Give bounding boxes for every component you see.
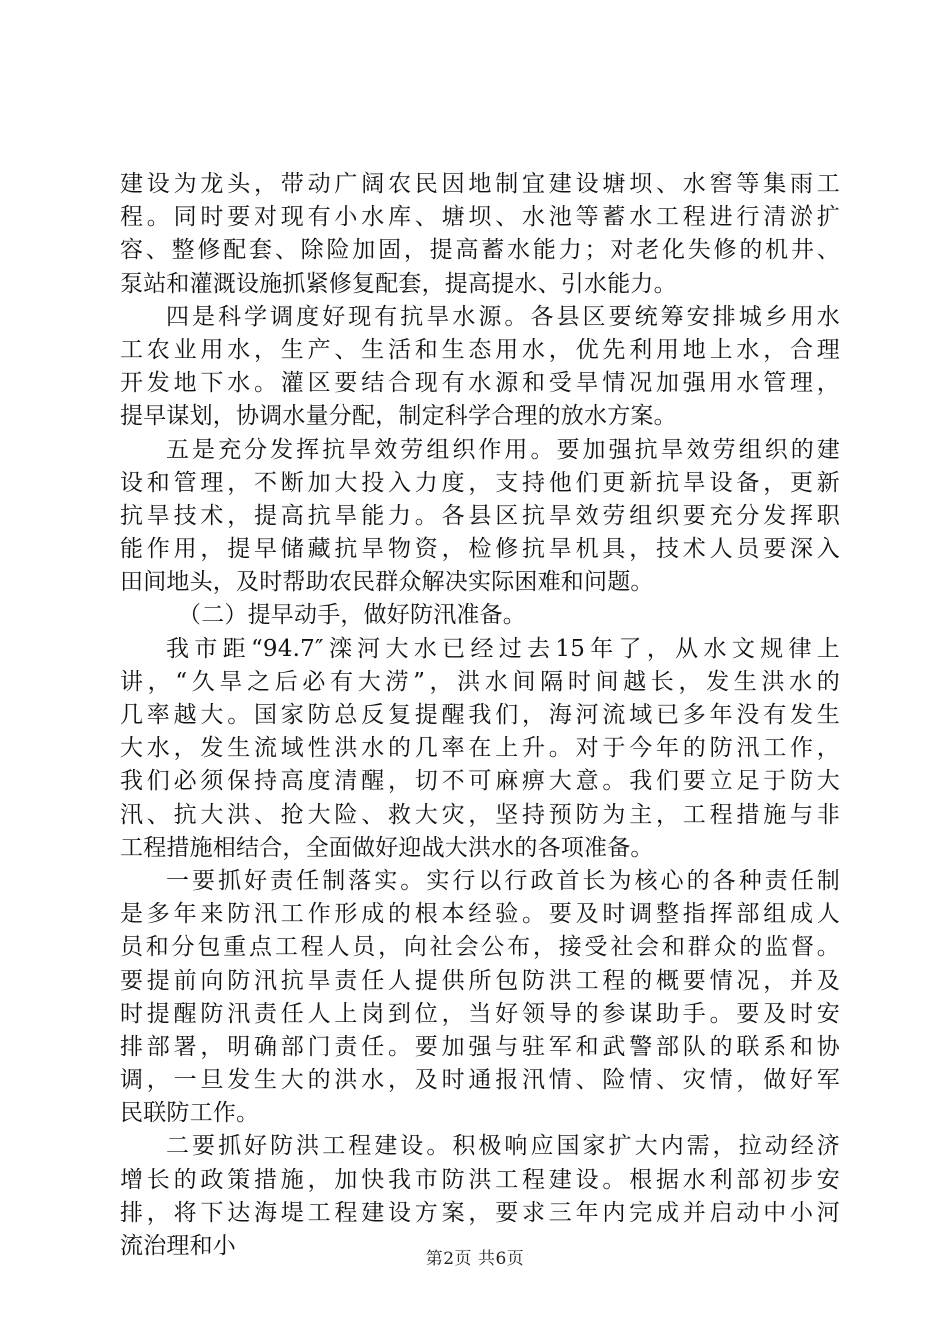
text-line: 讲，“久旱之后必有大涝”，洪水间隔时间越长，发生洪水的: [120, 668, 840, 695]
text-line: 员和分包重点工程人员，向社会公布，接受社会和群众的监督。: [120, 934, 840, 961]
text-line: 排部署，明确部门责任。要加强与驻军和武警部队的联系和协: [120, 1033, 840, 1060]
text-line: 一要抓好责任制落实。实行以行政首长为核心的各种责任制: [166, 867, 840, 894]
text-line: 容、整修配套、除险加固，提高蓄水能力；对老化失修的机井、: [120, 237, 840, 264]
text-line: 流治理和小: [120, 1233, 236, 1259]
text-line: 要提前向防汛抗旱责任人提供所包防洪工程的概要情况，并及: [120, 967, 840, 994]
page-footer: 第2页 共6页: [425, 1249, 525, 1269]
text-line: 汛、抗大洪、抢大险、救大灾，坚持预防为主，工程措施与非: [120, 801, 840, 828]
text-line: 田间地头，及时帮助农民群众解决实际困难和问题。: [120, 569, 654, 596]
text-line: 大水，发生流域性洪水的几率在上升。对于今年的防汛工作，: [120, 735, 840, 762]
text-line: 我们必须保持高度清醒，切不可麻痹大意。我们要立足于防大: [120, 768, 840, 795]
text-line: 四是科学调度好现有抗旱水源。各县区要统筹安排城乡用水: [166, 303, 840, 330]
text-line: 程。同时要对现有小水库、塘坝、水池等蓄水工程进行清淤扩: [120, 204, 840, 231]
text-line: 排，将下达海堤工程建设方案，要求三年内完成并启动中小河: [120, 1199, 840, 1226]
text-line: 泵站和灌溉设施抓紧修复配套，提高提水、引水能力。: [120, 270, 677, 297]
text-line: 二要抓好防洪工程建设。积极响应国家扩大内需，拉动经济: [166, 1133, 840, 1160]
text-line: 我市距“94.7″滦河大水已经过去15年了，从水文规律上: [166, 635, 840, 662]
text-line: 增长的政策措施，加快我市防洪工程建设。根据水利部初步安: [120, 1166, 840, 1193]
text-line: 工农业用水，生产、生活和生态用水，优先利用地上水，合理: [120, 336, 840, 363]
text-line: 调，一旦发生大的洪水，及时通报汛情、险情、灾情，做好军: [120, 1067, 840, 1094]
document-body: [120, 168, 840, 1263]
text-line: 开发地下水。灌区要结合现有水源和受旱情况加强用水管理，: [120, 370, 840, 397]
text-line: 能作用，提早储藏抗旱物资，检修抗旱机具，技术人员要深入: [120, 536, 840, 563]
text-line: 工程措施相结合，全面做好迎战大洪水的各项准备。: [120, 834, 654, 861]
text-line: 民联防工作。: [120, 1100, 260, 1127]
text-line: 是多年来防汛工作形成的根本经验。要及时调整指挥部组成人: [120, 901, 840, 928]
text-line: 几率越大。国家防总反复提醒我们，海河流域已多年没有发生: [120, 702, 840, 728]
text-line: 提早谋划，协调水量分配，制定科学合理的放水方案。: [120, 403, 677, 430]
text-line: 五是充分发挥抗旱效劳组织作用。要加强抗旱效劳组织的建: [166, 436, 840, 463]
text-line: 抗旱技术，提高抗旱能力。各县区抗旱效劳组织要充分发挥职: [120, 502, 840, 529]
text-line: 时提醒防汛责任人上岗到位，当好领导的参谋助手。要及时安: [120, 1000, 840, 1027]
text-line: 建设为龙头，带动广阔农民因地制宜建设塘坝、水窖等集雨工: [120, 171, 840, 197]
text-line: （二）提早动手，做好防汛准备。: [178, 602, 526, 629]
text-line: 设和管理，不断加大投入力度，支持他们更新抗旱设备，更新: [120, 469, 840, 496]
